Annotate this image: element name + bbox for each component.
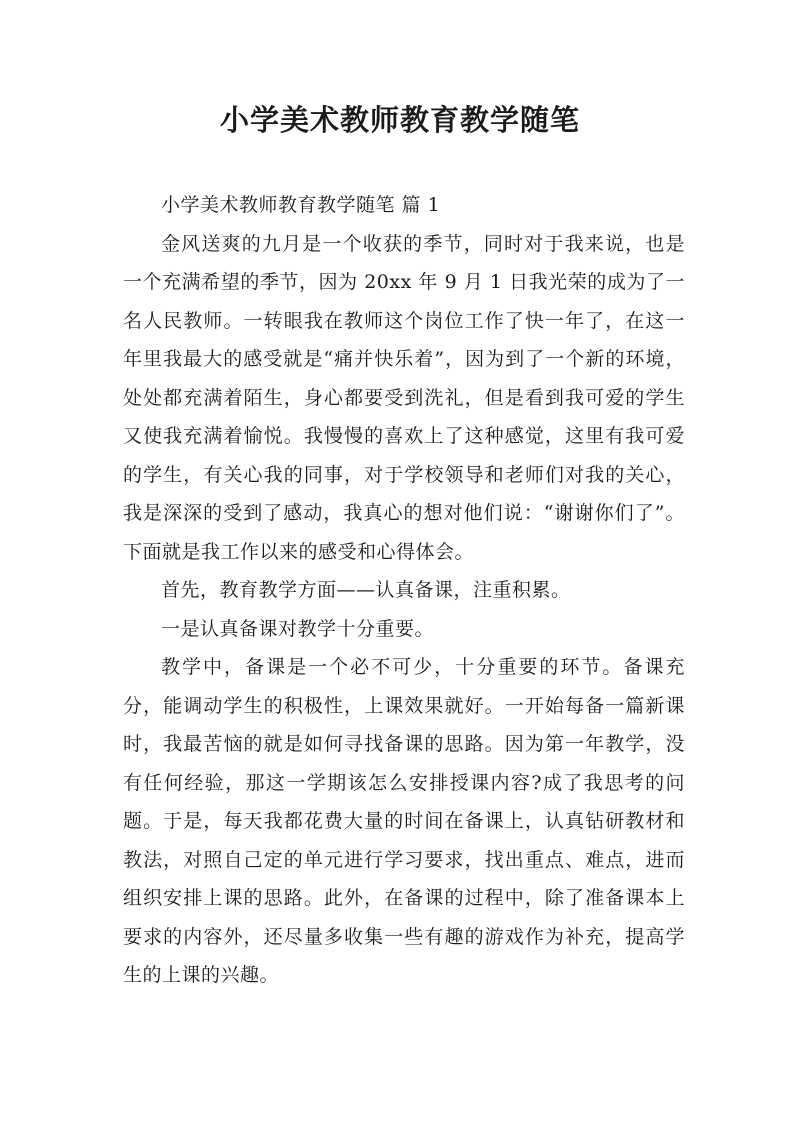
- paragraph-lesson-prep: 教学中，备课是一个必不可少，十分重要的环节。备课充分，能调动学生的积极性，上课效果就好。一开始每备一篇新课时，我最苦恼的就是如何寻找备课的思路。因为第一年教学，没有任何经验，那这一学期该怎么安排授课内容?成了我思考的问题。于是，每天我都花费大量的时间在备课上，认真钻研教材和教法，对照自己定的单元进行学习要求，找出重点、难点，进而组织安排上课的思路。此外，在备课的过程中，除了准备课本上要求的内容外，还尽量多收集一些有趣的游戏作为补充，提高学生的上课的兴趣。: [123, 656, 685, 986]
- paragraph-sub-point: 一是认真备课对教学十分重要。: [161, 617, 435, 640]
- document-body: [123, 186, 685, 995]
- document-title: 小学美术教师教育教学随笔: [219, 103, 580, 137]
- section-heading: 小学美术教师教育教学随笔 篇 1: [161, 194, 441, 216]
- paragraph-intro: 金风送爽的九月是一个收获的季节，同时对于我来说，也是一个充满希望的季节，因为 20xx 年 9 月 1 日我光荣的成为了一名人民教师。一转眼我在教师这个岗位工作了快一年了，在这一年里我最大的感受就是“痛并快乐着”，因为到了一个新的环境，处处都充满着陌生，身心都要受到洗礼，但是看到我可爱的学生又使我充满着愉悦。我慢慢的喜欢上了这种感觉，这里有我可爱的学生，有关心我的同事，对于学校领导和老师们对我的关心，我是深深的受到了感动，我真心的想对他们说：“谢谢你们了”。下面就是我工作以来的感受和心得体会。: [123, 232, 685, 563]
- paragraph-first-point: 首先，教育教学方面——认真备课，注重积累。: [161, 579, 571, 601]
